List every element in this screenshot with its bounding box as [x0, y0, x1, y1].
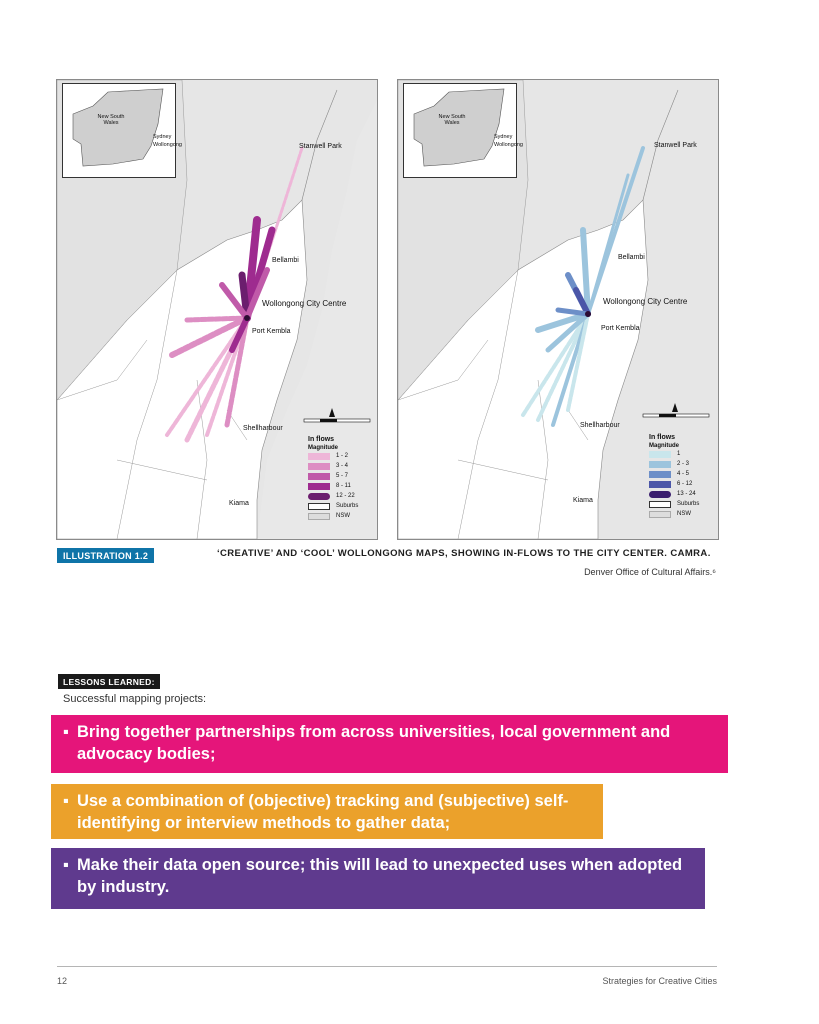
- legend-row: [649, 509, 699, 519]
- nsw-outline: [63, 84, 175, 177]
- place-city-centre: Wollongong City Centre: [262, 299, 347, 308]
- legend-swatch: [308, 493, 330, 500]
- bullet-icon: ▪: [63, 792, 69, 810]
- lesson-item: [51, 848, 705, 909]
- lessons-learned-badge: LESSONS LEARNED:: [58, 674, 160, 689]
- lesson-item: [51, 715, 728, 773]
- legend-subtitle: Magnitude: [308, 445, 338, 451]
- legend-swatch: [649, 461, 671, 468]
- inset-state-label: New South Wales: [438, 114, 466, 126]
- legend-swatch: [308, 463, 330, 470]
- place-kiama: Kiama: [573, 497, 593, 504]
- legend-row: [308, 511, 358, 521]
- inset-sydney-label: Sydney: [494, 134, 513, 140]
- lesson-text: Use a combination of (objective) tracking and (subjective) self-identifying or interview methods to gather data;: [77, 792, 569, 832]
- lessons-intro: Successful mapping projects:: [63, 693, 207, 705]
- map-legend: [308, 436, 358, 521]
- legend-swatch: [649, 501, 671, 508]
- legend-swatch: [308, 503, 330, 510]
- legend-row: [308, 461, 358, 471]
- lesson-text: Bring together partnerships from across universities, local government and advocacy bodies;: [77, 723, 671, 763]
- illustration-caption: ‘CREATIVE’ AND ‘COOL’ WOLLONGONG MAPS, SHOWING IN-FLOWS TO THE CITY CENTER. CAMRA.: [217, 548, 711, 559]
- nsw-inset-map: [403, 83, 523, 178]
- legend-swatch: [308, 453, 330, 460]
- legend-swatch: [649, 481, 671, 488]
- legend-label: 12 - 22: [336, 493, 355, 499]
- legend-row: [649, 459, 699, 469]
- legend-row: [308, 451, 358, 461]
- legend-row: [308, 501, 358, 511]
- cool-inflow-map: [397, 79, 719, 540]
- map-legend: [649, 434, 699, 519]
- legend-subtitle: Magnitude: [649, 443, 679, 449]
- legend-swatch: [308, 513, 330, 520]
- inset-state-label: New South Wales: [97, 114, 125, 126]
- inset-wollongong-label: Wollongong: [494, 142, 523, 148]
- legend-row: [649, 489, 699, 499]
- legend-title: In flows: [649, 434, 676, 441]
- legend-swatch: [649, 451, 671, 458]
- legend-row: [308, 491, 358, 501]
- legend-label: 1 - 2: [336, 453, 349, 459]
- legend-label: 1: [677, 451, 681, 457]
- legend-title: In flows: [308, 436, 335, 443]
- nsw-outline: [404, 84, 516, 177]
- page-number: 12: [57, 976, 68, 986]
- footer-rule: [57, 966, 717, 967]
- lesson-text: Make their data open source; this will lead to unexpected uses when adopted by industry.: [77, 856, 683, 896]
- legend-label: NSW: [677, 511, 691, 517]
- legend-label: 13 - 24: [677, 491, 696, 497]
- legend-label: 6 - 12: [677, 481, 693, 487]
- legend-label: 2 - 3: [677, 461, 690, 467]
- legend-label: Suburbs: [336, 503, 359, 509]
- legend-label: 5 - 7: [336, 473, 349, 479]
- place-port-kembla: Port Kembla: [601, 325, 640, 332]
- place-kiama: Kiama: [229, 500, 249, 507]
- inset-wollongong-label: Wollongong: [153, 142, 182, 148]
- legend-label: NSW: [336, 513, 350, 519]
- illustration-source: Denver Office of Cultural Affairs.⁶: [584, 567, 716, 577]
- creative-inflow-map: [56, 79, 378, 540]
- place-bellambi: Bellambi: [618, 254, 645, 261]
- place-port-kembla: Port Kembla: [252, 328, 291, 335]
- place-shellharbour: Shellharbour: [580, 422, 620, 429]
- legend-swatch: [308, 483, 330, 490]
- legend-label: Suburbs: [677, 501, 700, 507]
- bullet-icon: ▪: [63, 723, 69, 741]
- place-stanwell-park: Stanwell Park: [299, 143, 342, 150]
- legend-row: [308, 471, 358, 481]
- running-title: Strategies for Creative Cities: [602, 976, 717, 986]
- legend-row: [649, 479, 699, 489]
- lesson-item: [51, 784, 603, 839]
- legend-row: [649, 449, 699, 459]
- legend-swatch: [308, 473, 330, 480]
- place-city-centre: Wollongong City Centre: [603, 297, 688, 306]
- illustration-badge: ILLUSTRATION 1.2: [57, 548, 154, 563]
- legend-label: 4 - 5: [677, 471, 690, 477]
- legend-swatch: [649, 471, 671, 478]
- legend-swatch: [649, 511, 671, 518]
- place-stanwell-park: Stanwell Park: [654, 142, 697, 149]
- legend-row: [649, 499, 699, 509]
- place-bellambi: Bellambi: [272, 257, 299, 264]
- nsw-inset-map: [62, 83, 182, 178]
- legend-row: [649, 469, 699, 479]
- legend-swatch: [649, 491, 671, 498]
- bullet-icon: ▪: [63, 856, 69, 874]
- legend-label: 8 - 11: [336, 483, 351, 489]
- place-shellharbour: Shellharbour: [243, 425, 283, 432]
- legend-row: [308, 481, 358, 491]
- inset-sydney-label: Sydney: [153, 134, 172, 140]
- legend-label: 3 - 4: [336, 463, 349, 469]
